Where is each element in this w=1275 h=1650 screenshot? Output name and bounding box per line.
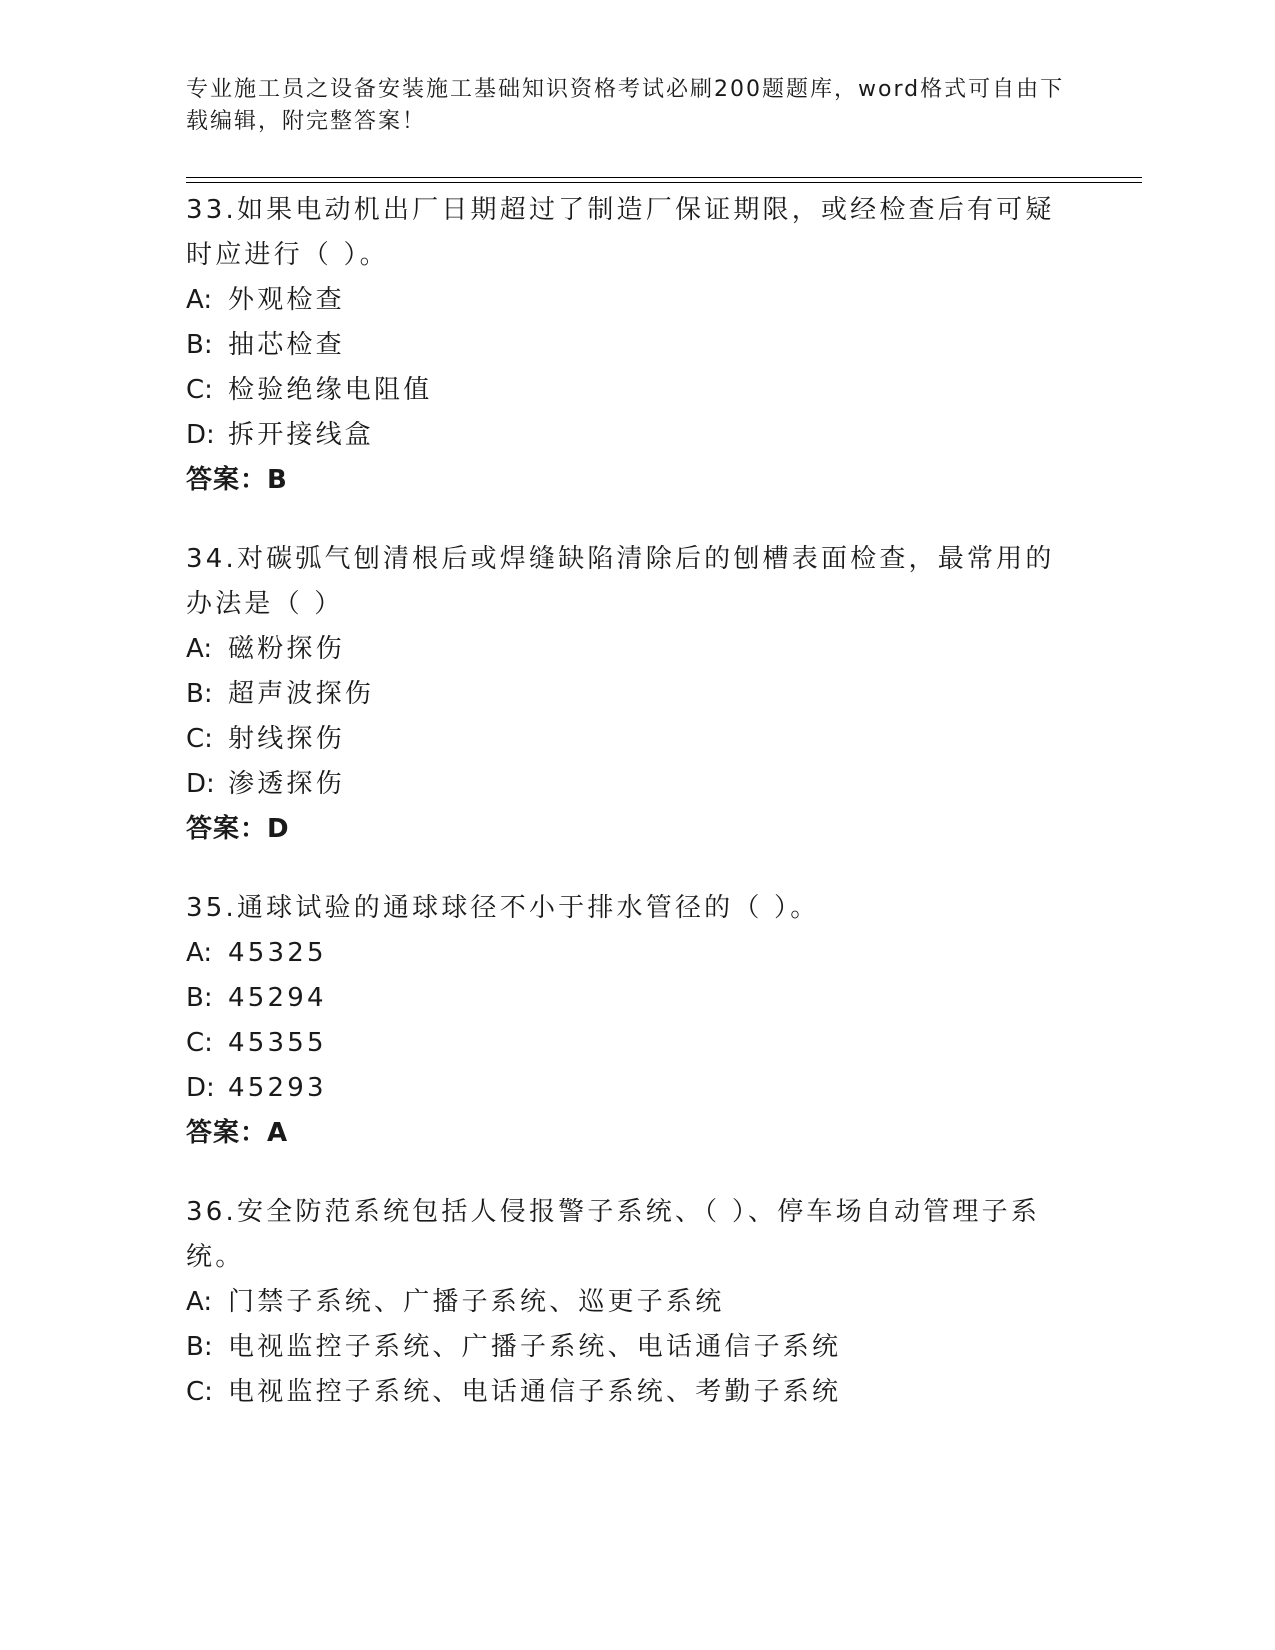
option-letter: B: xyxy=(186,1332,213,1362)
question-33 xyxy=(186,188,1066,503)
option-b xyxy=(186,323,1066,368)
option-b xyxy=(186,976,1066,1021)
answer-value: D xyxy=(267,814,290,844)
option-text: 检验绝缘电阻值 xyxy=(228,375,433,405)
answer-line xyxy=(186,1111,1066,1156)
option-b xyxy=(186,672,1066,717)
option-d xyxy=(186,1066,1066,1111)
option-letter: D: xyxy=(186,769,215,799)
option-letter: A: xyxy=(186,285,213,315)
option-letter: B: xyxy=(186,983,213,1013)
option-text: 外观检查 xyxy=(228,285,345,315)
option-letter: B: xyxy=(186,679,213,709)
answer-label: 答案： xyxy=(186,814,268,844)
question-stem: 35.通球试验的通球球径不小于排水管径的（ ）。 xyxy=(186,893,820,923)
document-header: 专业施工员之设备安装施工基础知识资格考试必刷200题题库，word格式可自由下载编辑，附完整答案！ xyxy=(186,77,1065,134)
option-c xyxy=(186,717,1066,762)
option-letter: A: xyxy=(186,634,213,664)
option-a xyxy=(186,627,1066,672)
option-a xyxy=(186,278,1066,323)
answer-value: B xyxy=(267,465,288,495)
question-list xyxy=(186,188,1066,1449)
option-letter: B: xyxy=(186,330,213,360)
option-d xyxy=(186,413,1066,458)
option-text: 渗透探伤 xyxy=(228,769,345,799)
option-text: 45294 xyxy=(228,983,327,1013)
option-letter: D: xyxy=(186,420,215,450)
question-36 xyxy=(186,1190,1066,1415)
answer-label: 答案： xyxy=(186,1118,268,1148)
answer-line xyxy=(186,807,1066,852)
question-stem: 34.对碳弧气刨清根后或焊缝缺陷清除后的刨槽表面检查，最常用的办法是（ ） xyxy=(186,544,1055,619)
option-c xyxy=(186,1021,1066,1066)
option-text: 电视监控子系统、广播子系统、电话通信子系统 xyxy=(228,1332,842,1362)
option-letter: A: xyxy=(186,938,213,968)
option-letter: C: xyxy=(186,1028,213,1058)
option-a xyxy=(186,1280,1066,1325)
option-b xyxy=(186,1325,1066,1370)
question-35 xyxy=(186,886,1066,1156)
question-stem: 36.安全防范系统包括人侵报警子系统、（ ）、停车场自动管理子系统。 xyxy=(186,1197,1041,1272)
header-divider-bottom xyxy=(186,182,1142,183)
option-letter: C: xyxy=(186,724,213,754)
answer-line xyxy=(186,458,1066,503)
option-text: 门禁子系统、广播子系统、巡更子系统 xyxy=(228,1287,725,1317)
option-text: 拆开接线盒 xyxy=(228,420,375,450)
option-letter: C: xyxy=(186,375,213,405)
option-letter: A: xyxy=(186,1287,213,1317)
option-text: 抽芯检查 xyxy=(228,330,345,360)
option-d xyxy=(186,762,1066,807)
option-letter: D: xyxy=(186,1073,215,1103)
option-text: 射线探伤 xyxy=(228,724,345,754)
question-stem: 33.如果电动机出厂日期超过了制造厂保证期限，或经检查后有可疑时应进行（ ）。 xyxy=(186,195,1055,270)
option-c xyxy=(186,368,1066,413)
answer-label: 答案： xyxy=(186,465,268,495)
option-text: 45355 xyxy=(228,1028,327,1058)
header-divider-top xyxy=(186,177,1142,178)
option-c xyxy=(186,1370,1066,1415)
question-34 xyxy=(186,537,1066,852)
option-text: 45325 xyxy=(228,938,327,968)
option-text: 超声波探伤 xyxy=(228,679,375,709)
option-text: 电视监控子系统、电话通信子系统、考勤子系统 xyxy=(228,1377,842,1407)
answer-value: A xyxy=(267,1118,289,1148)
option-text: 磁粉探伤 xyxy=(228,634,345,664)
option-letter: C: xyxy=(186,1377,213,1407)
option-text: 45293 xyxy=(228,1073,327,1103)
option-a xyxy=(186,931,1066,976)
